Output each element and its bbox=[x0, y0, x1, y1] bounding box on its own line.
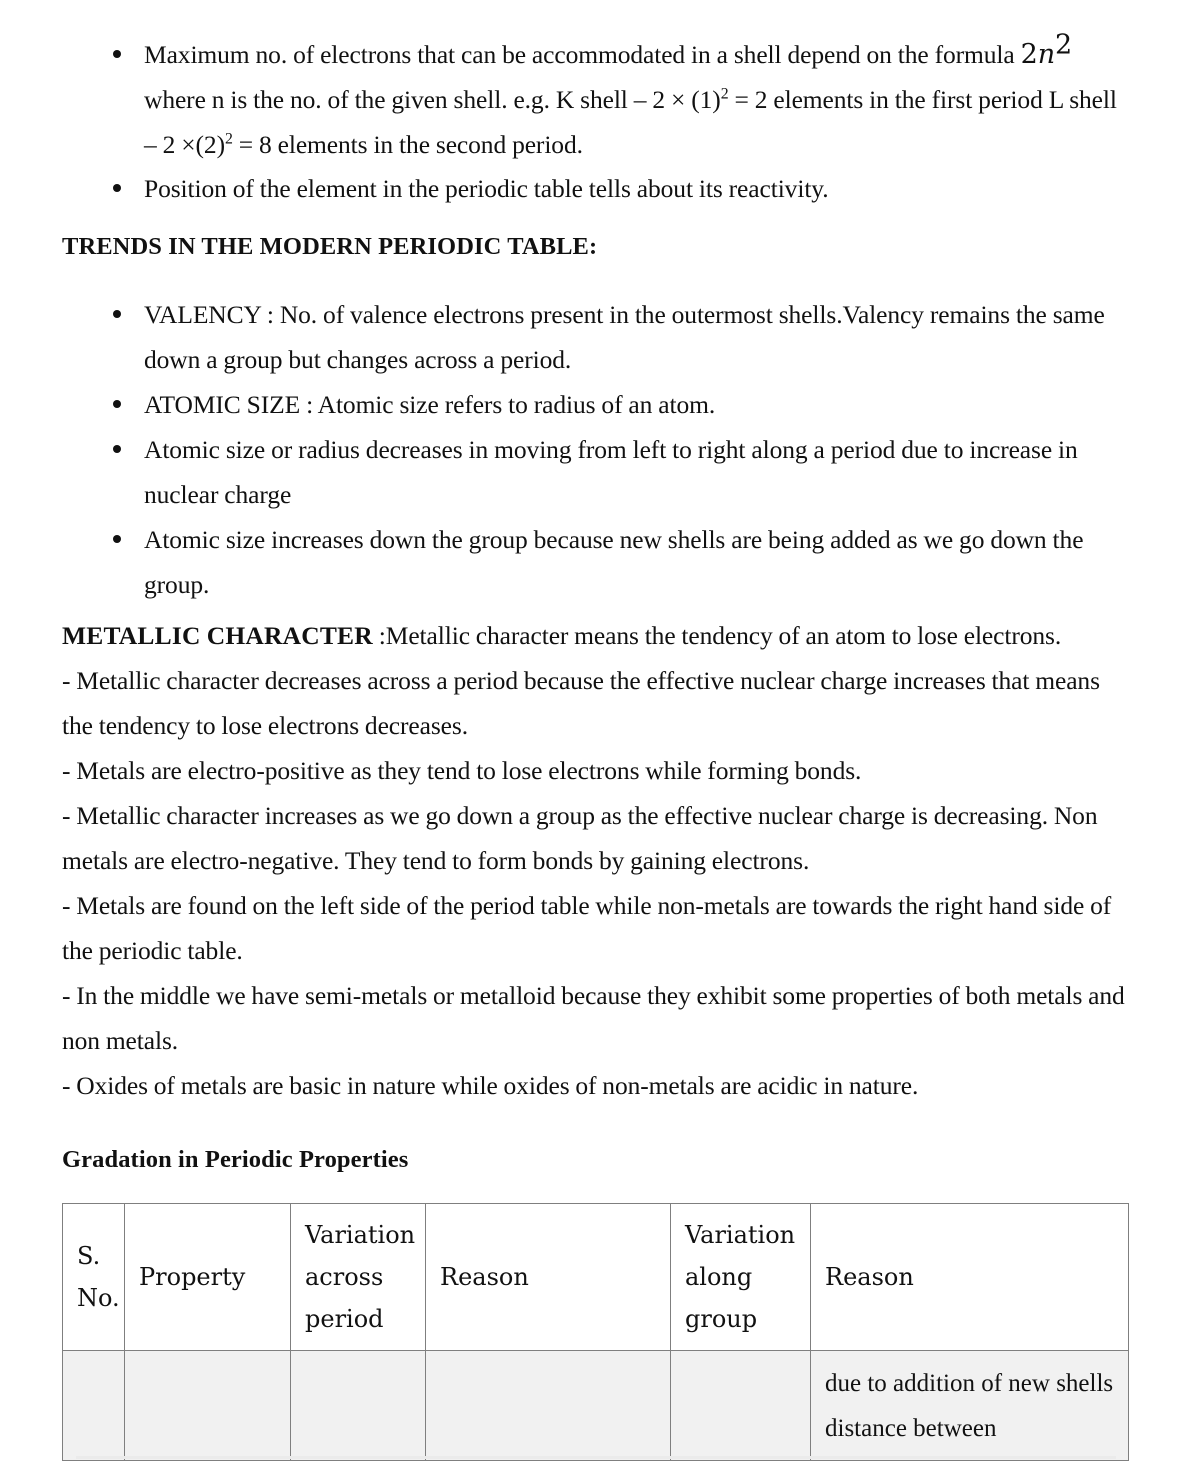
bullet-dot-icon bbox=[113, 50, 121, 58]
table-header-row bbox=[63, 1204, 1129, 1351]
bullet-dot-icon bbox=[113, 535, 121, 543]
table-cell-variation-along-group bbox=[671, 1351, 811, 1461]
bullet-list-shell bbox=[62, 29, 1130, 211]
table-header-reason-group: Reason bbox=[811, 1204, 1129, 1351]
formula-variable: 2n bbox=[1020, 39, 1055, 70]
paragraph-metallic-line-6: - Oxides of metals are basic in nature while oxides of non-metals are acidic in nature. bbox=[62, 1071, 919, 1100]
bullet-text-atomic-size-period: Atomic size or radius decreases in moving from left to right along a period due to increase in nuclear charge bbox=[144, 435, 1078, 509]
section-metallic-character bbox=[62, 613, 1132, 1108]
bullet-text-electrons-per-shell: Maximum no. of electrons that can be accommodated in a shell depend on the formula $2n^2$ where n is the no. of the given shell. e.g. K shell – $2 \times (1)^2 = 2$ elements in the first period L shell – $2 \times(2)^2 = 8$ elements in the second period. bbox=[144, 29, 1117, 159]
heading-gradation: Gradation in Periodic Properties bbox=[62, 1146, 409, 1173]
table-header-sno: S. No. bbox=[63, 1204, 125, 1351]
list-item bbox=[62, 382, 1130, 427]
section-trends bbox=[62, 230, 1130, 264]
paragraph-metallic-line-3: - Metallic character increases as we go down a group as the effective nuclear charge is decreasing. Non metals are electro-negative. They tend to form bonds by gaining electrons. bbox=[62, 801, 1098, 875]
table-cell-reason-period bbox=[426, 1351, 671, 1461]
gradation-table bbox=[62, 1203, 1129, 1461]
gradation-table-wrap bbox=[62, 1203, 1130, 1461]
label-metallic-character: METALLIC CHARACTER bbox=[62, 621, 373, 650]
paragraph-metallic-lead bbox=[62, 613, 1132, 658]
table-cell-sno bbox=[63, 1351, 125, 1461]
bullet-dot-icon bbox=[113, 400, 121, 408]
paragraph-metallic-line-4: - Metals are found on the left side of the period table while non-metals are towards the right hand side of the periodic table. bbox=[62, 891, 1112, 965]
paragraph-metallic-line-2: - Metals are electro-positive as they tend to lose electrons while forming bonds. bbox=[62, 756, 862, 785]
table-cell-property bbox=[125, 1351, 291, 1461]
bullet-text-valency: VALENCY : No. of valence electrons present in the outermost shells.Valency remains the same down a group but changes across a period. bbox=[144, 300, 1105, 374]
bullet-text-atomic-size-group: Atomic size increases down the group because new shells are being added as we go down the group. bbox=[144, 525, 1084, 599]
exponent: 2 bbox=[224, 130, 233, 148]
table-header-reason-period: Reason bbox=[426, 1204, 671, 1351]
bullet-list-trends-wrap bbox=[62, 292, 1130, 607]
list-item bbox=[62, 292, 1130, 382]
section-shell-electrons bbox=[62, 29, 1130, 211]
bullet-dot-icon bbox=[113, 184, 121, 192]
section-gradation bbox=[62, 1143, 1130, 1177]
table-header-variation-along-group: Variation along group bbox=[671, 1204, 811, 1351]
paragraph-metallic-line-5: - In the middle we have semi-metals or metalloid because they exhibit some properties of both metals and non metals. bbox=[62, 981, 1125, 1055]
heading-trends: TRENDS IN THE MODERN PERIODIC TABLE: bbox=[62, 233, 598, 260]
formula-exponent: 2 bbox=[1055, 29, 1073, 61]
bullet-text-atomic-size: ATOMIC SIZE : Atomic size refers to radius of an atom. bbox=[144, 390, 716, 419]
table-header-property: Property bbox=[125, 1204, 291, 1351]
list-item bbox=[62, 517, 1130, 607]
table-cell-variation-across-period bbox=[291, 1351, 426, 1461]
bullet-dot-icon bbox=[113, 310, 121, 318]
bullet-list-trends bbox=[62, 292, 1130, 607]
table-row bbox=[63, 1351, 1129, 1461]
text-metallic-lead: :Metallic character means the tendency of an atom to lose electrons. bbox=[372, 621, 1062, 650]
bullet-dot-icon bbox=[113, 445, 121, 453]
exponent: 2 bbox=[720, 85, 729, 103]
table-header-variation-across-period: Variation across period bbox=[291, 1204, 426, 1351]
table-cell-reason-group: due to addition of new shells distance between bbox=[811, 1351, 1129, 1461]
page-bottom-rule bbox=[76, 1456, 1116, 1459]
bullet-text-position-reactivity: Position of the element in the periodic table tells about its reactivity. bbox=[144, 174, 829, 203]
list-item bbox=[62, 427, 1130, 517]
list-item bbox=[62, 29, 1130, 167]
list-item bbox=[62, 166, 1130, 211]
paragraph-metallic-line-1: - Metallic character decreases across a period because the effective nuclear charge increases that means the tendency to lose electrons decreases. bbox=[62, 666, 1100, 740]
